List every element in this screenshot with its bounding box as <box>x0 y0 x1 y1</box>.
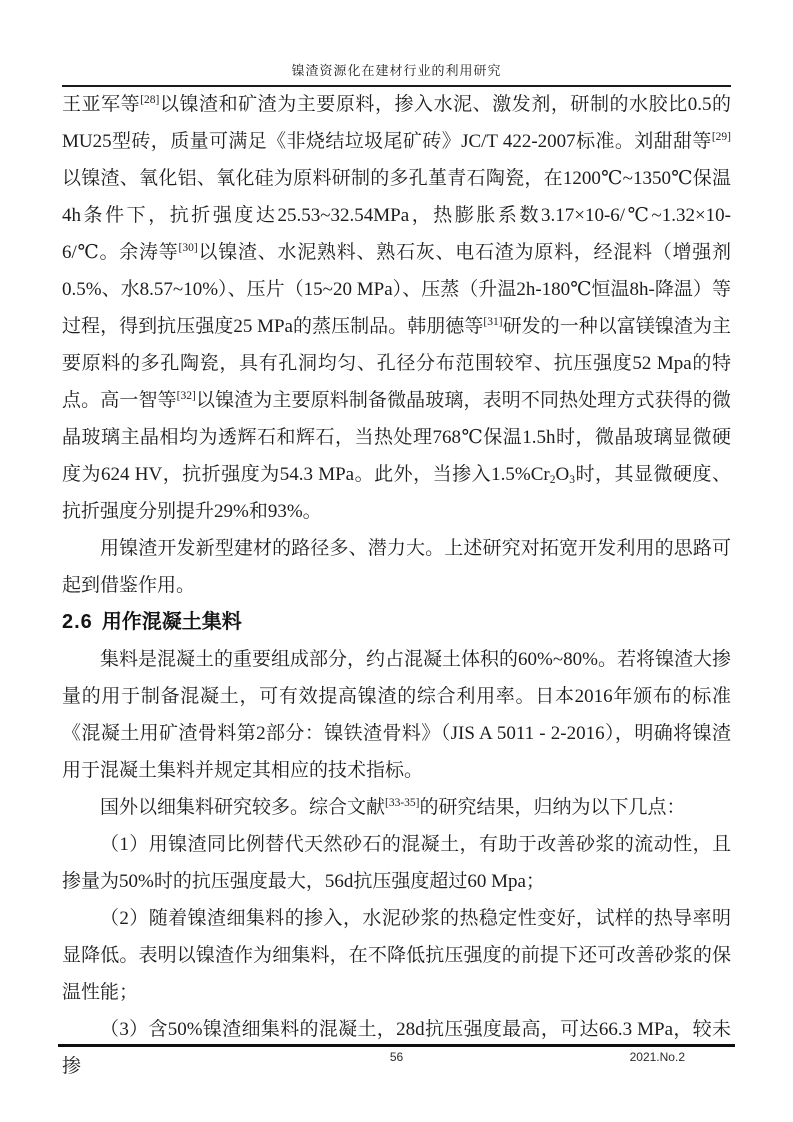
paragraph-point-1: （1）用镍渣同比例替代天然砂石的混凝土，有助于改善砂浆的流动性，且掺量为50%时的抗压强度最大，56d抗压强度超过60 Mpa； <box>62 834 731 892</box>
chemical-subscript: 3 <box>569 474 575 486</box>
page-body <box>62 86 731 1085</box>
citation-ref: [29] <box>711 131 731 143</box>
paragraph-foreign-research: 国外以细集料研究较多。综合文献[33-35]的研究结果，归纳为以下几点： <box>100 797 686 818</box>
citation-ref: [31] <box>483 316 503 328</box>
citation-ref: [28] <box>140 94 160 106</box>
page-number: 56 <box>389 1050 404 1064</box>
paragraph-nickel-slag-studies: 王亚军等[28]以镍渣和矿渣为主要原料，掺入水泥、激发剂，研制的水胶比0.5的MU25型砖，质量可满足《非烧结垃圾尾矿砖》JC/T 422-2007标准。刘甜甜等[29]以镍渣、氧化铝、氧化硅为原料研制的多孔堇青石陶瓷，在1200℃~1350℃保温4h条件下，抗折强度达25.53~32.54MPa，热膨胀系数3.17×10-6/℃~1.32×10-6/℃。余涛等[30]以镍渣、水泥熟料、熟石灰、电石渣为原料，经混料（增强剂0.5%、水8.57~10%）、压片（15~20 MPa）、压蒸（升温2h-180℃恒温8h-降温）等过程，得到抗压强度25 MPa的蒸压制品。韩朋德等[31]研发的一种以富镁镍渣为主要原料的多孔陶瓷，具有孔洞均匀、孔径分布范围较窄、抗压强度52 Mpa的特点。高一智等[32]以镍渣为主要原料制备微晶玻璃，表明不同热处理方式获得的微晶玻璃主晶相均为透辉石和辉石，当热处理768℃保温1.5h时，微晶玻璃显微硬度为624 HV，抗折强度为54.3 MPa。此外，当掺入$1.5\%Cr_2O_3$时，其显微硬度、抗折强度分别提升29%和93%。 <box>62 94 731 522</box>
section-title: 用作混凝土集料 <box>101 611 242 633</box>
running-head-title: 镍渣资源化在建材行业的利用研究 <box>291 63 502 78</box>
issue-label: 2021.No.2 <box>629 1050 685 1064</box>
paragraph-summary-remark: 用镍渣开发新型建材的路径多、潜力大。上述研究对拓宽开发利用的思路可起到借鉴作用。 <box>62 538 731 596</box>
paragraph-aggregate-intro: 集料是混凝土的重要组成部分，约占混凝土体积的60%~80%。若将镍渣大掺量的用于制备混凝土，可有效提高镍渣的综合利用率。日本2016年颁布的标准《混凝土用矿渣骨料第2部分：镍铁渣骨料》（JIS A 5011 - 2-2016），明确将镍渣用于混凝土集料并规定其相应的技术指标。 <box>62 649 731 781</box>
citation-ref: [30] <box>178 242 198 254</box>
citation-ref: [33-35] <box>385 797 420 809</box>
section-number: 2.6 <box>62 611 93 633</box>
footer-rule <box>58 1044 735 1047</box>
section-heading <box>62 604 731 641</box>
paragraph-point-3: （3）含50%镍渣细集料的混凝土，28d抗压强度最高，可达66.3 MPa，较未掺 <box>62 1019 731 1077</box>
paragraph-point-2: （2）随着镍渣细集料的掺入，水泥砂浆的热稳定性变好，试样的热导率明显降低。表明以镍渣作为细集料，在不降低抗压强度的前提下还可改善砂浆的保温性能； <box>62 908 731 1003</box>
citation-ref: [32] <box>176 390 196 402</box>
chemical-subscript: 2 <box>549 474 556 486</box>
